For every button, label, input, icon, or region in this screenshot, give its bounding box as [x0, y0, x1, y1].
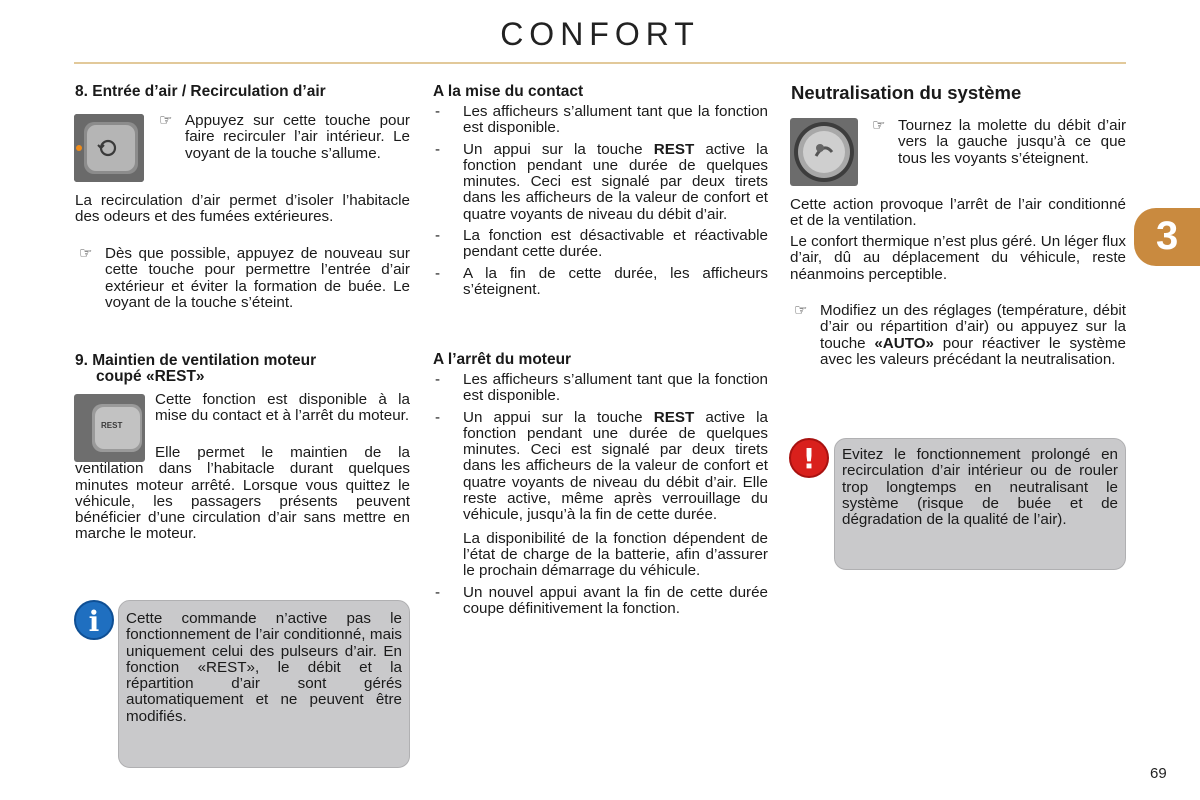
warning-icon — [789, 438, 829, 478]
airflow-knob-icon — [790, 118, 858, 186]
chapter-tab — [1134, 208, 1200, 266]
neutralisation-heading: Neutralisation du système — [791, 82, 1022, 103]
chapter-number: 3 — [1156, 214, 1179, 258]
warning-note-text: Evitez le fonctionnement prolongé en recirculation d’air intérieur ou de rouler trop longtemps en neutralisant le système (risque de buée et de dégradation de la qualité de l’air). — [842, 446, 1118, 529]
section-9-para-1: Cette fonction est disponible à la mise du contact et à l’arrêt du moteur. — [155, 391, 410, 425]
section-8-bullet-2-text: Dès que possible, appuyez de nouveau sur cette touche pour permettre l’entrée d’air extérieur et éviter la formation de buée. Le voyant de la touche s’éteint. — [105, 245, 410, 311]
rest-key-label: REST — [653, 408, 695, 426]
arret-sub-para: La disponibilité de la fonction dépendent de l’état de charge de la batterie, afin d’assurer le prochain démarrage du véhicule. — [463, 529, 768, 580]
section-9-para-2: Elle permet le maintien de la ventilation dans l’habitacle durant quelques minutes moteur arrêté. Lorsque vous quittez le véhicule, les passagers présents peuvent bénéficier d’une circulation d’air sans mettre en marche le moteur. — [75, 444, 410, 543]
page-title: CONFORT — [500, 16, 700, 52]
neutralisation-para-1: Cette action provoque l’arrêt de l’air conditionné et de la ventilation. — [790, 196, 1126, 230]
airflow-knob-image — [790, 118, 858, 186]
section-9-heading-line2: coupé «REST» — [96, 368, 205, 386]
section-9-heading-line1: 9. Maintien de ventilation moteur — [75, 352, 317, 369]
header-rule — [74, 62, 1126, 64]
arret-list — [433, 372, 768, 617]
contact-item-3: - La fonction est désactivable et réactivable pendant cette durée. — [435, 227, 768, 261]
info-icon — [74, 600, 114, 640]
arret-heading: A l’arrêt du moteur — [433, 351, 572, 368]
section-9-heading — [75, 353, 415, 386]
contact-list — [433, 104, 768, 298]
warning-glyph: ! — [802, 442, 816, 475]
neutralisation-bullet — [868, 118, 1126, 167]
arret-item-1: - Les afficheurs s’allument tant que la fonction est disponible. — [435, 371, 768, 405]
pointer-icon: ☞ — [79, 245, 93, 262]
pointer-icon: ☞ — [794, 302, 808, 319]
rest-key-label: REST — [653, 140, 695, 158]
arret-item-3: - Un nouvel appui avant la fin de cette durée coupe définitivement la fonction. — [435, 583, 768, 617]
section-8-bullet-text: Appuyez sur cette touche pour faire recirculer l’air intérieur. Le voyant de la touche s’allume. — [185, 112, 410, 162]
contact-item-4: - A la fin de cette durée, les afficheurs s’éteignent. — [435, 264, 768, 298]
pointer-icon: ☞ — [159, 112, 173, 129]
neutralisation-para-2: Le confort thermique n’est plus géré. Un léger flux d’air, dû au déplacement du véhicule, reste néanmoins perceptible. — [790, 233, 1126, 283]
recirculation-icon — [74, 114, 144, 182]
neutralisation-bullet-2: ☞ Modifiez un des réglages (température, débit d’air ou répartition d’air) ou appuyez sur la touche «AUTO» pour réactiver le système avec les valeurs précédant la neutralisation. — [794, 302, 1126, 368]
section-8-para: La recirculation d’air permet d’isoler l’habitacle des odeurs et des fumées extérieures. — [75, 192, 410, 226]
rest-label: REST — [101, 421, 123, 430]
contact-heading: A la mise du contact — [433, 83, 584, 100]
contact-item-2: - Un appui sur la touche REST active la fonction pendant une durée de quelques minutes. Ceci est signalé par deux tirets dans les afficheurs de la valeur de confort et quatre voyants de niveau du débit d’air. — [435, 140, 768, 223]
pointer-icon: ☞ — [872, 117, 886, 134]
section-8-bullet-2 — [75, 246, 410, 311]
recirculation-button-image — [74, 114, 144, 182]
auto-button-label: «AUTO» — [874, 334, 935, 352]
neutralisation-bullet-text: Tournez la molette du débit d’air vers la gauche jusqu’à ce que tous les voyants s’éteignent. — [898, 117, 1126, 167]
page-number: 69 — [1150, 765, 1167, 782]
info-glyph: i — [88, 605, 100, 638]
section-8-heading: 8. Entrée d’air / Recirculation d’air — [75, 83, 326, 100]
contact-item-1: - Les afficheurs s’allument tant que la fonction est disponible. — [435, 103, 768, 137]
info-note-text: Cette commande n’active pas le fonctionnement de l’air conditionné, mais uniquement celui des pulseurs d’air. En fonction «REST», le débit et la répartition d’air sont gérés automatiquement et ne peuvent être modifiés. — [126, 610, 402, 725]
arret-item-2: - Un appui sur la touche REST active la fonction pendant une durée de quelques minutes. Ceci est signalé par deux tirets dans les afficheurs de la valeur de confort et quatre voyants de niveau du débit d’air. Elle reste active, même après verrouillage du véhicule, jusqu’à la fin de cette durée. — [435, 408, 768, 524]
section-8-bullet — [155, 113, 410, 162]
